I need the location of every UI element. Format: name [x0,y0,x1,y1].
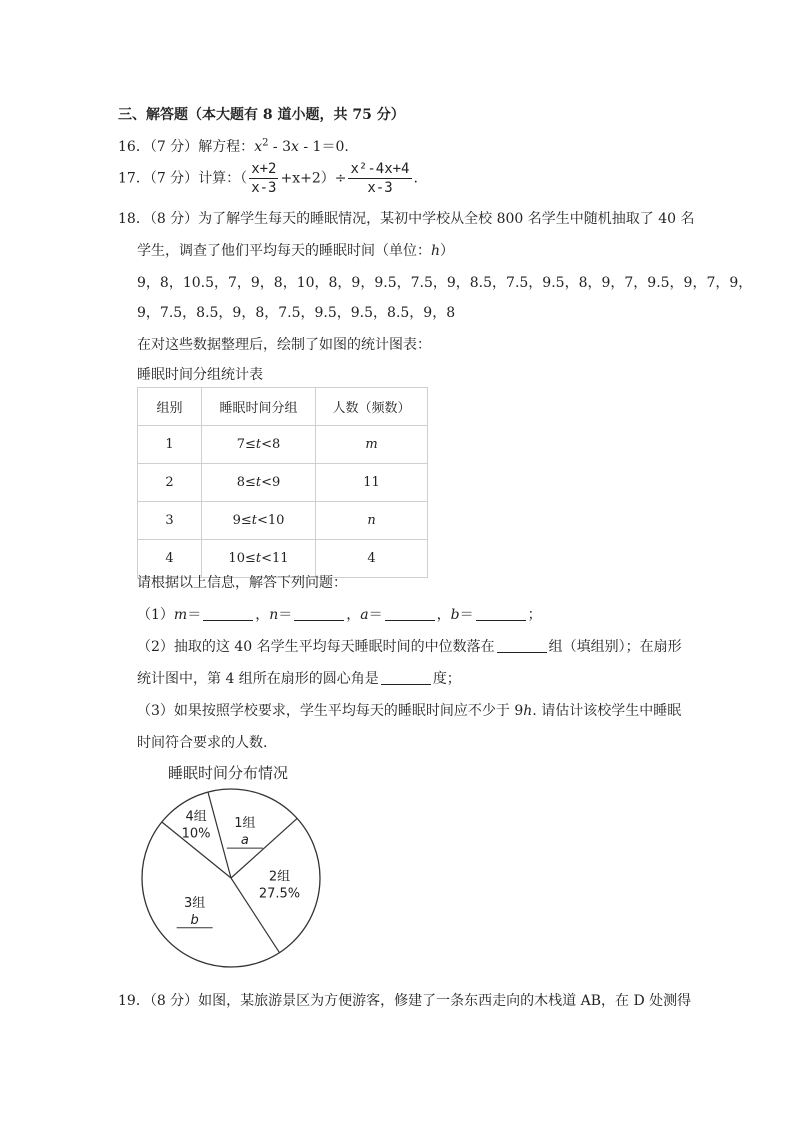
table-cell-count: 11 [316,464,428,502]
q16-text-a: 解方程： [198,139,255,155]
q18-intro: 在对这些数据整理后，绘制了如图的统计图表： [137,337,431,353]
chart-title: 睡眠时间分布情况 [167,764,289,782]
part2-text-b: 组（填组别）；在扇形 [548,639,682,655]
pie-slice-label: 2组 [268,869,291,885]
var-a: a [360,607,369,623]
q18-line-2 [137,240,454,260]
lt-sign: < [261,551,273,566]
blank-b [476,606,526,621]
var-t: t [255,475,262,490]
pie-slice-label: 3组 [183,895,206,911]
blank-m [203,606,253,621]
part2-text-c: 统计图中，第 4 组所在扇形的圆心角是 [137,671,379,687]
blank-angle [381,670,431,685]
part2-text-d: 度； [432,671,461,687]
q16-score: （7 分） [149,139,199,155]
var-t: t [255,437,262,452]
pie-slice-edge [208,792,231,878]
table-row [138,464,428,502]
q18-part-3-line-2: 时间符合要求的人数. [137,735,268,751]
q18-line-1: 18．（8 分）为了解学生每天的睡眠情况，某初中学校从全校 800 名学生中随机抽取了 40 名 [118,211,695,227]
range-lo: 7 [236,437,245,452]
q16-sup: 2 [262,137,269,149]
q18-part-3-line-1 [137,700,681,720]
table-cell-group: 1 [138,426,202,464]
end: ； [527,607,542,623]
lt-sign: < [256,513,268,528]
table-header-group: 组别 [138,388,202,426]
var-m: m [173,607,188,623]
q16-text-b: - 3 [268,139,292,155]
table-header-range: 睡眠时间分组 [202,388,316,426]
part3-text-b: . 请估计该校学生中睡眠 [532,703,682,719]
eq-sign: ＝ [368,607,383,623]
q18-line2-a: 学生，调查了他们平均每天的睡眠时间（单位： [137,243,431,259]
pie-labels [177,809,301,927]
table-cell-range [202,502,316,540]
lt-sign: < [261,437,273,452]
table-cell-count: m [316,426,428,464]
q16-num: 16． [118,139,150,155]
q17-fraction-1 [249,160,278,197]
pie-slice-value: 27.5% [258,886,301,902]
q17-frac2-den: x-3 [367,180,393,196]
table-header-row [138,388,428,426]
q18-data-line-2: 9，7.5，8.5，9，8，7.5，9.5，9.5，8.5，9，8 [137,305,456,321]
range-hi: 8 [272,437,281,452]
q18-part-1 [137,604,542,624]
table-row [138,502,428,540]
pie-slice-value: b [190,912,199,928]
range-hi: 11 [272,551,289,566]
eq-sign: ＝ [278,607,293,623]
pie-slice-value: a [240,833,249,849]
le-sign: ≤ [244,475,256,490]
table-header-count: 人数（频数） [316,388,428,426]
var-b: b [450,607,460,623]
le-sign: ≤ [244,437,256,452]
var-t: t [251,513,257,528]
part1-lead: （1） [137,607,174,623]
section-title: 三、解答题（本大题有 8 道小题，共 75 分） [118,107,405,123]
question-17 [118,160,418,197]
q17-text-a: 计算：（ [198,170,248,187]
pie-slice-value: 10% [181,826,211,842]
range-hi: 9 [272,475,281,490]
var-n: n [269,607,279,623]
pie-slices [142,789,320,967]
blank-a [385,606,435,621]
range-lo: 8 [236,475,245,490]
table-title: 睡眠时间分组统计表 [137,367,263,383]
table-cell-group: 4 [138,540,202,578]
pie-slice-label: 1组 [234,816,256,832]
sleep-time-table [137,387,428,578]
q17-text-c: . [413,170,418,187]
q17-fraction-2 [348,160,411,197]
table-cell-count: 4 [316,540,428,578]
eq-sign: ＝ [459,607,474,623]
range-lo: 9 [232,513,241,528]
q17-frac2-num: x²-4x+4 [350,161,410,177]
sep: ， [346,607,361,623]
blank-median-group [497,638,547,653]
q18-part-2-line-2 [137,668,461,688]
table-cell-group: 3 [138,502,202,540]
blank-n [294,606,344,621]
pie-slice-label: 4组 [185,809,207,825]
question-19: 19．（8 分）如图，某旅游景区为方便游客，修建了一条东西走向的木栈道 AB，在 D 处测得 [118,993,692,1009]
q16-x1: x [254,139,263,155]
part3-text-a: （3）如果按照学校要求，学生平均每天的睡眠时间应不少于 9 [137,703,524,719]
table-cell-count: n [316,502,428,540]
q18-part-2-line-1 [137,636,682,656]
part3-unit-h: h [523,703,533,719]
q18-data-line-1: 9，8，10.5，7，9，8，10，8，9，9.5，7.5，9，8.5，7.5，9.5，8，9，7，9.5，9，7，9， [137,275,753,291]
le-sign: ≤ [244,551,256,566]
q17-frac1-den: x-3 [251,180,277,196]
q18-line2-b: ） [440,243,455,259]
pie-chart [130,760,340,980]
le-sign: ≤ [240,513,252,528]
table-row [138,426,428,464]
q16-x2: x [291,139,299,155]
range-lo: 10 [228,551,245,566]
q17-text-b: +x+2）÷ [280,170,347,187]
sep: ， [255,607,270,623]
lt-sign: < [261,475,273,490]
q16-text-c: - 1＝0. [298,139,349,155]
eq-sign: ＝ [187,607,202,623]
part2-text-a: （2）抽取的这 40 名学生平均每天睡眠时间的中位数落在 [137,639,495,655]
var-t: t [255,551,262,566]
q17-frac1-num: x+2 [251,161,277,177]
q18-prompt: 请根据以上信息，解答下列问题： [137,575,347,591]
q17-score: （7 分） [149,170,199,187]
q18-unit-h: h [431,243,441,259]
q17-num: 17． [118,170,150,187]
sep: ， [436,607,451,623]
range-hi: 10 [267,513,285,528]
question-16 [118,136,349,156]
table-cell-range [202,464,316,502]
table-cell-range [202,426,316,464]
table-cell-group: 2 [138,464,202,502]
